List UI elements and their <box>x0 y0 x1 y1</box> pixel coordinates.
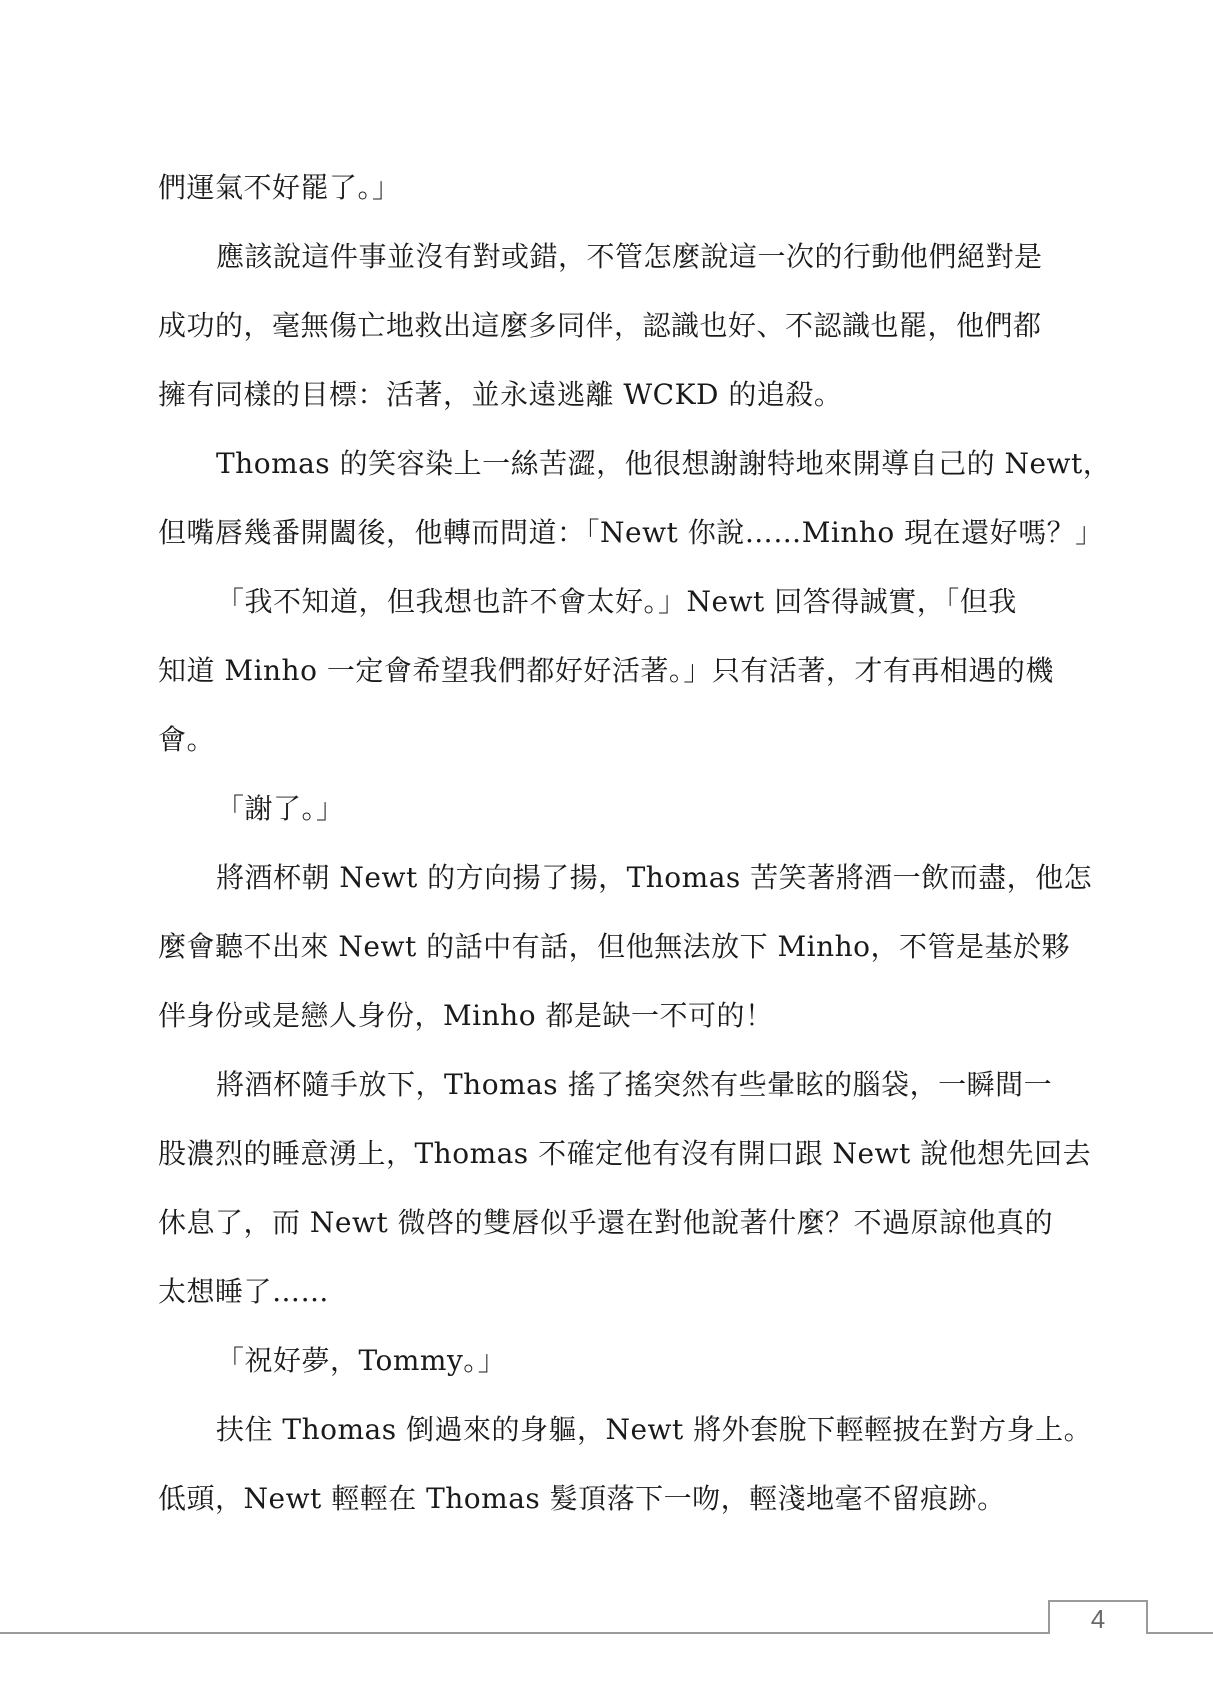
text-line: 太想睡了…… <box>158 1275 330 1308</box>
text-line: 將酒杯朝 Newt 的方向揚了揚，Thomas 苦笑著將酒一飲而盡，他怎 <box>216 861 1093 894</box>
text-line: 「我不知道，但我想也許不會太好。」Newt 回答得誠實，「但我 <box>216 585 1017 618</box>
text-line: 股濃烈的睡意湧上，Thomas 不確定他有沒有開口跟 Newt 說他想先回去 <box>158 1137 1092 1170</box>
text-line: 低頭，Newt 輕輕在 Thomas 髮頂落下一吻，輕淺地毫不留痕跡。 <box>158 1482 1006 1515</box>
text-line: 休息了，而 Newt 微啓的雙唇似乎還在對他說著什麼？不過原諒他真的 <box>158 1206 1054 1239</box>
text-line: 知道 Minho 一定會希望我們都好好活著。」只有活著，才有再相遇的機 <box>158 654 1054 687</box>
text-line: 「祝好夢，Tommy。」 <box>216 1344 507 1377</box>
text-line: 但嘴唇幾番開闔後，他轉而問道：「Newt 你說……Minho 現在還好嗎？」 <box>158 516 1104 549</box>
text-line: 扶住 Thomas 倒過來的身軀，Newt 將外套脫下輕輕披在對方身上。 <box>216 1413 1093 1446</box>
text-line: 成功的，毫無傷亡地救出這麼多同伴，認識也好、不認識也罷，他們都 <box>158 309 1042 342</box>
footer-rule <box>0 1632 1213 1634</box>
text-line: 伴身份或是戀人身份，Minho 都是缺一不可的！ <box>158 999 774 1032</box>
text-line: 應該說這件事並沒有對或錯，不管怎麼說這一次的行動他們絕對是 <box>216 240 1043 273</box>
text-line: 擁有同樣的目標：活著，並永遠逃離 WCKD 的追殺。 <box>158 378 843 411</box>
page-number: 4 <box>1090 1604 1106 1634</box>
text-line: 將酒杯隨手放下，Thomas 搖了搖突然有些暈眩的腦袋，一瞬間一 <box>216 1068 1053 1101</box>
page-number-box <box>1048 1600 1148 1634</box>
text-line: 們運氣不好罷了。」 <box>158 171 401 204</box>
text-line: Thomas 的笑容染上一絲苦澀，他很想謝謝特地來開導自己的 Newt， <box>216 447 1112 480</box>
text-line: 會。 <box>158 723 216 756</box>
text-line: 「謝了。」 <box>216 792 345 825</box>
text-line: 麼會聽不出來 Newt 的話中有話，但他無法放下 Minho，不管是基於夥 <box>158 930 1071 963</box>
